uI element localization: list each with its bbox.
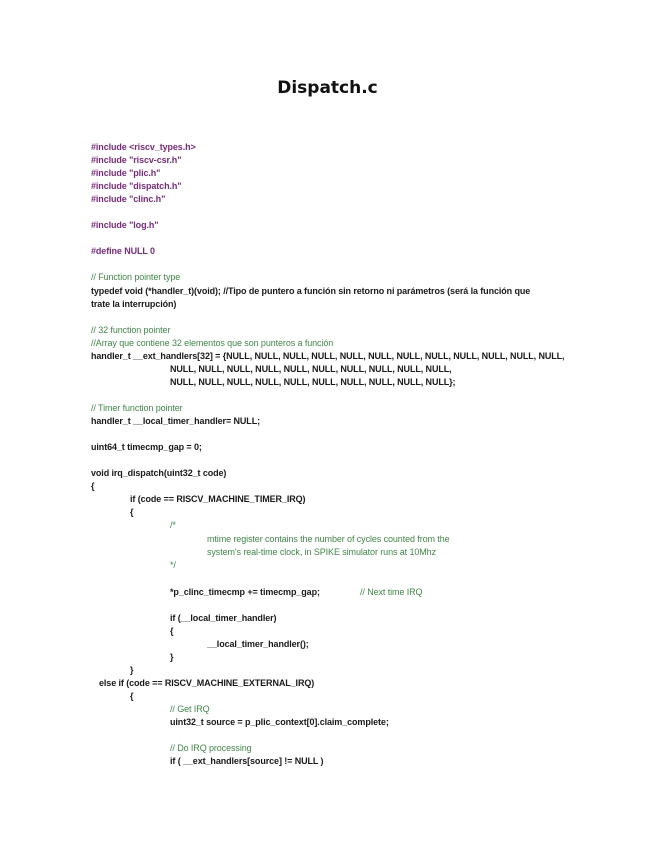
code-comment: // 32 function pointer bbox=[91, 325, 171, 335]
code-comment: // Timer function pointer bbox=[91, 403, 183, 413]
code-line: } bbox=[170, 652, 174, 662]
code-comment: // Do IRQ processing bbox=[170, 743, 252, 753]
code-line: } bbox=[130, 665, 134, 675]
code-line: #include "riscv-csr.h" bbox=[91, 155, 182, 165]
code-line: *p_clinc_timecmp += timecmp_gap; bbox=[170, 587, 320, 597]
code-comment: */ bbox=[170, 560, 176, 570]
code-line: __local_timer_handler(); bbox=[207, 639, 309, 649]
code-comment: mtime register contains the number of cycles counted from the bbox=[207, 534, 450, 544]
code-line: trate la interrupción) bbox=[91, 299, 177, 309]
code-line: #include "clinc.h" bbox=[91, 194, 166, 204]
code-line: uint32_t source = p_plic_context[0].claim_complete; bbox=[170, 717, 389, 727]
code-line: NULL, NULL, NULL, NULL, NULL, NULL, NULL, NULL, NULL, NULL}; bbox=[170, 377, 456, 387]
code-line: typedef void (*handler_t)(void); //Tipo de puntero a función sin retorno ni parámetros (será la función que bbox=[91, 286, 531, 296]
code-comment: // Get IRQ bbox=[170, 704, 210, 714]
code-line: if (__local_timer_handler) bbox=[170, 613, 277, 623]
code-line: #include "log.h" bbox=[91, 220, 159, 230]
code-comment: system's real-time clock, in SPIKE simulator runs at 10Mhz bbox=[207, 547, 436, 557]
code-line: handler_t __ext_handlers[32] = {NULL, NULL, NULL, NULL, NULL, NULL, NULL, NULL, NULL, NULL, NULL, NULL, bbox=[91, 351, 565, 361]
code-line: { bbox=[130, 691, 134, 701]
code-line: void irq_dispatch(uint32_t code) bbox=[91, 468, 227, 478]
code-comment: //Array que contiene 32 elementos que son punteros a función bbox=[91, 338, 334, 348]
code-comment: /* bbox=[170, 520, 176, 530]
code-comment: // Next time IRQ bbox=[360, 587, 423, 597]
code-line: NULL, NULL, NULL, NULL, NULL, NULL, NULL, NULL, NULL, NULL, bbox=[170, 364, 452, 374]
code-line: #include "dispatch.h" bbox=[91, 181, 182, 191]
code-line: if ( __ext_handlers[source] != NULL ) bbox=[170, 756, 324, 766]
code-line: #include <riscv_types.h> bbox=[91, 142, 196, 152]
code-line: { bbox=[130, 507, 134, 517]
document-title: Dispatch.c bbox=[277, 78, 378, 98]
code-line: uint64_t timecmp_gap = 0; bbox=[91, 442, 202, 452]
code-line: { bbox=[170, 626, 174, 636]
code-line: else if (code == RISCV_MACHINE_EXTERNAL_IRQ) bbox=[99, 678, 315, 688]
code-line: { bbox=[91, 481, 95, 491]
code-line: #include "plic.h" bbox=[91, 168, 161, 178]
code-line: if (code == RISCV_MACHINE_TIMER_IRQ) bbox=[130, 494, 306, 504]
code-line: handler_t __local_timer_handler= NULL; bbox=[91, 416, 261, 426]
code-line: #define NULL 0 bbox=[91, 246, 155, 256]
code-comment: // Function pointer type bbox=[91, 272, 181, 282]
